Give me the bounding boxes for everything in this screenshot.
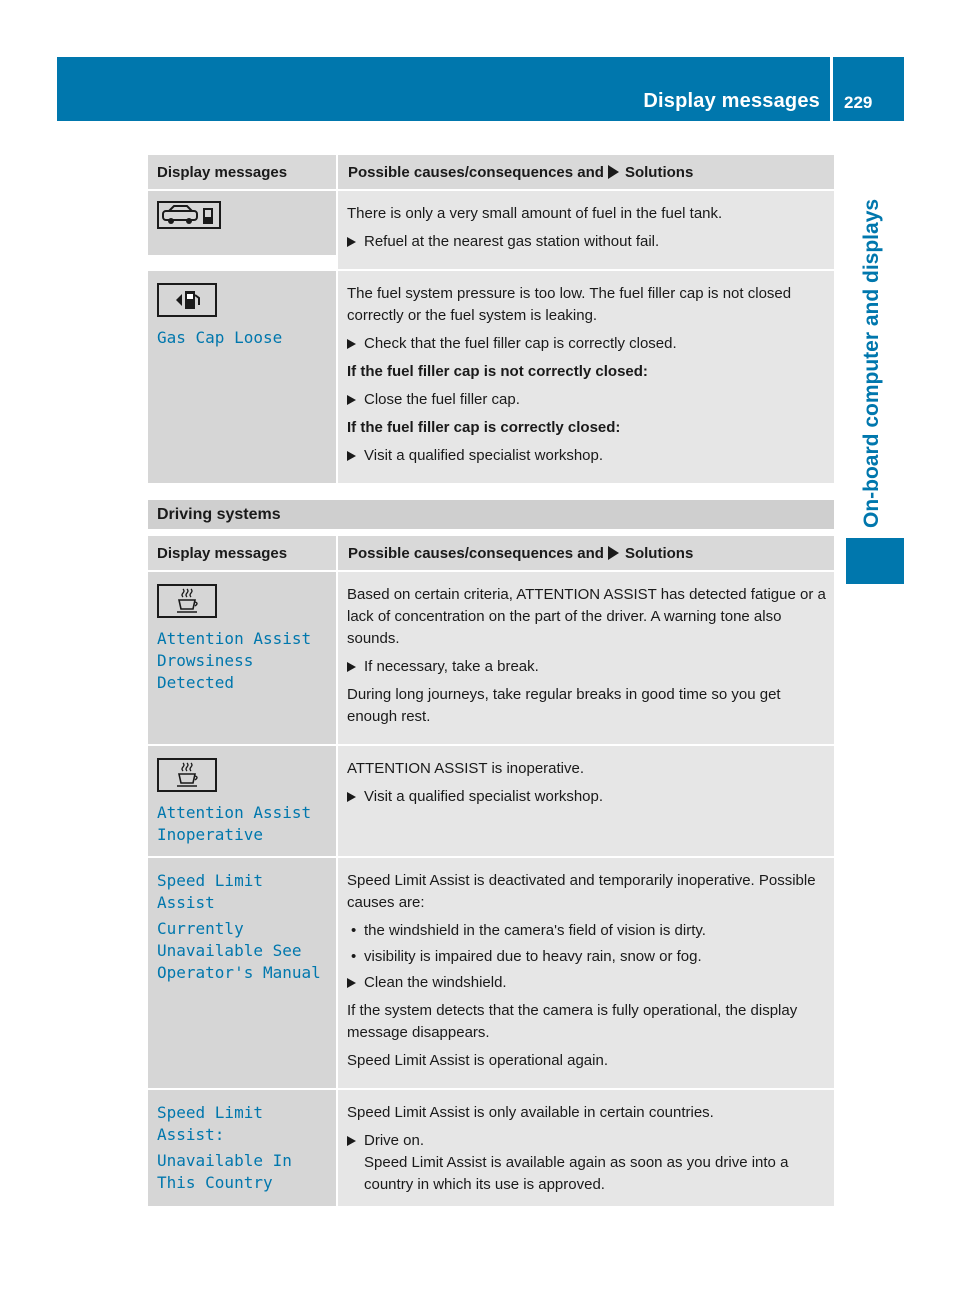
- message-cell: [148, 746, 336, 856]
- coffee-cup-icon: [157, 584, 217, 618]
- solution-step: Check that the fuel filler cap is correctly closed.: [347, 333, 828, 355]
- column-header-display-messages: Display messages: [148, 155, 336, 189]
- chapter-side-label: On-board computer and displays: [860, 198, 883, 528]
- cause-text: Speed Limit Assist is only available in certain countries.: [347, 1104, 714, 1121]
- display-message-text: Speed Limit Assist: [157, 871, 263, 912]
- driving-systems-table: [148, 536, 834, 1206]
- display-message-text: Attention Assist Drowsiness Detected: [157, 629, 312, 692]
- cause-text: The fuel system pressure is too low. The fuel filler cap is not closed correctly or the fuel system is leaking.: [347, 285, 792, 324]
- fuel-messages-table: [148, 155, 834, 483]
- display-message-text: Speed Limit Assist:: [157, 1103, 263, 1144]
- condition-heading: If the fuel filler cap is not correctly closed:: [347, 363, 648, 380]
- display-message-text: Currently Unavailable See Operator's Manual: [157, 919, 321, 982]
- low-fuel-car-icon: [157, 201, 221, 229]
- cause-bullet: • visibility is impaired due to heavy rain, snow or fog.: [347, 946, 828, 968]
- arrow-icon: [608, 546, 619, 560]
- cause-bullet: • the windshield in the camera's field of vision is dirty.: [347, 920, 828, 942]
- arrow-icon: [608, 165, 619, 179]
- solution-step: Visit a qualified specialist workshop.: [347, 786, 828, 808]
- display-message-text: Gas Cap Loose: [157, 328, 283, 347]
- cause-text: There is only a very small amount of fuel in the fuel tank.: [347, 205, 723, 222]
- solution-cell: [338, 572, 834, 744]
- message-cell: [148, 191, 336, 255]
- solution-cell: [338, 746, 834, 856]
- column-header-display-messages: Display messages: [148, 536, 336, 570]
- display-message-text: Attention Assist Inoperative: [157, 803, 312, 844]
- solution-step: Refuel at the nearest gas station without fail.: [347, 231, 828, 253]
- message-cell: [148, 271, 336, 483]
- page-number: 229: [844, 93, 873, 112]
- header-divider: [830, 57, 833, 121]
- additional-text: Speed Limit Assist is operational again.: [347, 1052, 608, 1069]
- solution-cell: [338, 271, 834, 483]
- condition-heading: If the fuel filler cap is correctly closed:: [347, 419, 621, 436]
- message-cell: [148, 858, 336, 1088]
- cause-text: ATTENTION ASSIST is inoperative.: [347, 760, 585, 777]
- section-heading-driving-systems: Driving systems: [148, 500, 834, 529]
- message-cell: [148, 572, 336, 744]
- solution-step: Drive on. Speed Limit Assist is available again as soon as you drive into a country in which its use is approved.: [347, 1130, 828, 1196]
- additional-text: During long journeys, take regular breaks in good time so you get enough rest.: [347, 686, 781, 725]
- additional-text: If the system detects that the camera is fully operational, the display message disappears.: [347, 1002, 798, 1041]
- solution-step: Close the fuel filler cap.: [347, 389, 828, 411]
- cause-text: Speed Limit Assist is deactivated and temporarily inoperative. Possible causes are:: [347, 872, 816, 911]
- solution-step: Clean the windshield.: [347, 972, 828, 994]
- solution-cell: [338, 191, 834, 269]
- chapter-tab-marker: [846, 538, 904, 584]
- solution-step: Visit a qualified specialist workshop.: [347, 445, 828, 467]
- cause-text: Based on certain criteria, ATTENTION ASSIST has detected fatigue or a lack of concentration on the part of the driver. A warning tone also sounds.: [347, 586, 826, 647]
- display-message-text: Unavailable In This Country: [157, 1151, 292, 1192]
- solution-cell: [338, 1090, 834, 1206]
- column-header-causes-solutions: Possible causes/consequences and Solutions: [338, 155, 834, 189]
- fuel-cap-icon: [157, 283, 217, 317]
- column-header-causes-solutions: Possible causes/consequences and Solutions: [338, 536, 834, 570]
- solution-cell: [338, 858, 834, 1088]
- page-header-title: Display messages: [643, 90, 820, 112]
- message-cell: [148, 1090, 336, 1206]
- coffee-cup-icon: [157, 758, 217, 792]
- solution-step: If necessary, take a break.: [347, 656, 828, 678]
- page-header-bar: [57, 57, 904, 121]
